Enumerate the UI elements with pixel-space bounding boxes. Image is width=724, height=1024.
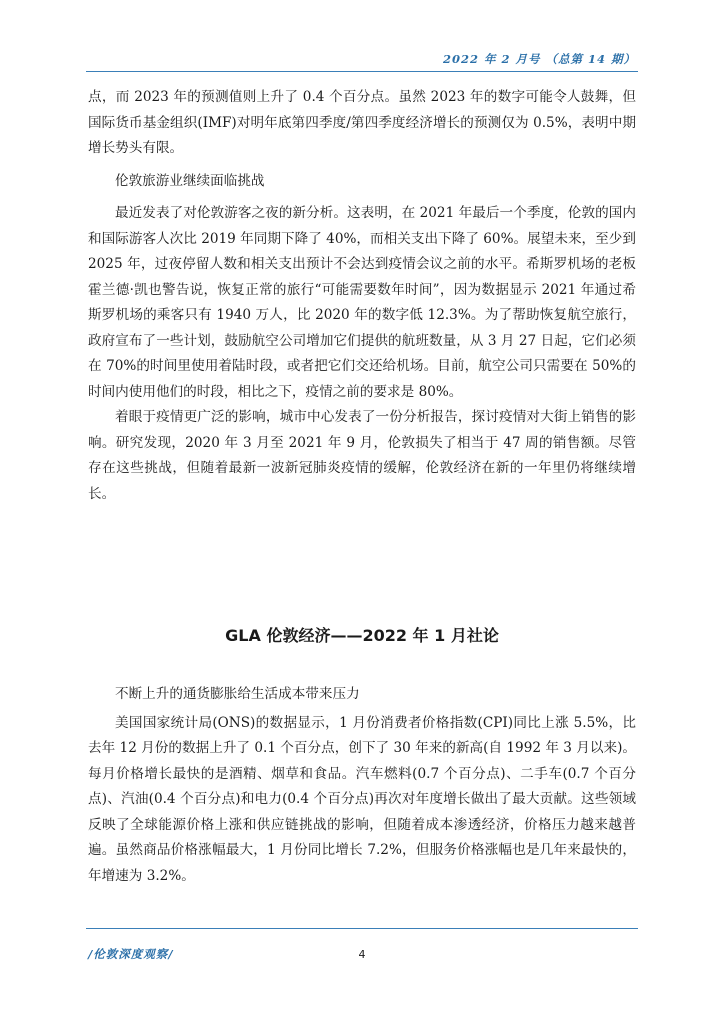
inflation-paragraph: 美国国家统计局(ONS)的数据显示，1 月份消费者价格指数(CPI)同比上涨 5.5%，比去年 12 月份的数据上升了 0.1 个百分点，创下了 30 年来的新高(自 1992 年 3 月以来)。每月价格增长最快的是酒精、烟草和食品。汽车燃料(0.7 个百分点)、二手车(0.7 个百分点)、汽油(0.4 个百分点)和电力(0.4 个百分点)再次对年度增长做出了最大贡献。这些领域反映了全球能源价格上涨和供应链挑战的影响，但随着成本渗透经济，价格压力越来越普遍。虽然商品价格涨幅最大，1 月份同比增长 7.2%，但服务价格涨幅也是几年来最快的，年增速为 3.2%。 [88,714,636,884]
issue-header: 2022 年 2 月号 （总第 14 期） [442,52,636,66]
page-number: 4 [358,948,366,961]
footer-divider [86,928,638,929]
section-2 [88,682,636,889]
inflation-subheading: 不断上升的通货膨胀给生活成本带来压力 [115,686,360,702]
impact-paragraph: 着眼于疫情更广泛的影响，城市中心发表了一份分析报告，探讨疫情对大街上销售的影响。研究发现，2020 年 3 月至 2021 年 9 月，伦敦损失了相当于 47 周的销售额。尽管存在这些挑战，但随着最新一波新冠肺炎疫情的缓解，伦敦经济在新的一年里仍将继续增长。 [88,409,636,502]
header-divider [86,71,638,72]
tourism-subheading: 伦敦旅游业继续面临挑战 [115,172,265,189]
section-1 [88,85,636,507]
publication-name: /伦敦深度观察/ [88,947,174,961]
editorial-title: GLA 伦敦经济——2022 年 1 月社论 [225,626,499,645]
intro-paragraph: 点，而 2023 年的预测值则上升了 0.4 个百分点。虽然 2023 年的数字可能令人鼓舞，但国际货币基金组织(IMF)对明年底第四季度/第四季度经济增长的预测仅为 0.5%，表明中期增长势头有限。 [88,89,636,156]
tourism-paragraph: 最近发表了对伦敦游客之夜的新分析。这表明，在 2021 年最后一个季度，伦敦的国内和国际游客人次比 2019 年同期下降了 40%，而相关支出下降了 60%。展望未来，至少到 2025 年，过夜停留人数和相关支出预计不会达到疫情会议之前的水平。希斯罗机场的老板霍兰德·凯也警告说，恢复正常的旅行“可能需要数年时间”，因为数据显示 2021 年通过希斯罗机场的乘客只有 1940 万人，比 2020 年的数字低 12.3%。为了帮助恢复航空旅行，政府宣布了一些计划，鼓励航空公司增加它们提供的航班数量，从 3 月 27 日起，它们必须在 70%的时间里使用着陆时段，或者把它们交还给机场。目前，航空公司只需要在 50%的时间内使用他们的时段，相比之下，疫情之前的要求是 80%。 [88,205,636,400]
